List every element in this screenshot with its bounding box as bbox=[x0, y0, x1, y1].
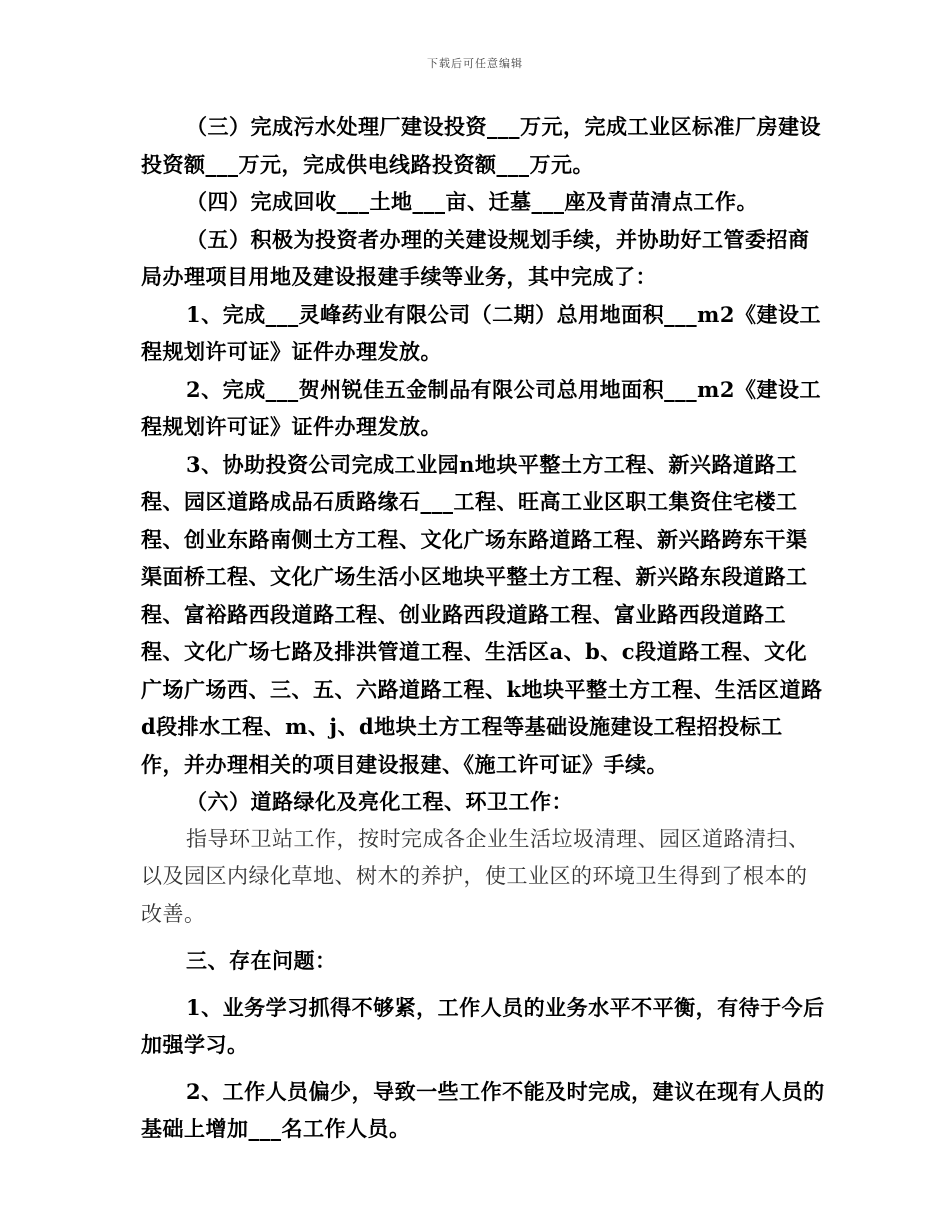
paragraph-greening-heading: （六）道路绿化及亮化工程、环卫工作： bbox=[186, 789, 573, 814]
paragraph-problem-1: 1、业务学习抓得不够紧，工作人员的业务水平不平衡，有待于今后加强学习。 bbox=[141, 994, 825, 1057]
paragraph-item-2: 2、完成___贺州锐佳五金制品有限公司总用地面积___m2《建设工程规划许可证》证件办理发放。 bbox=[141, 376, 821, 439]
paragraph-spacer bbox=[141, 1064, 825, 1073]
paragraph-land-recovery: （四）完成回收___土地___亩、迁墓___座及青苗清点工作。 bbox=[186, 189, 758, 214]
paragraph-spacer bbox=[141, 980, 825, 989]
section-heading-problems: 三、存在问题： bbox=[186, 948, 337, 973]
paragraph-sanitation: 指导环卫站工作，按时完成各企业生活垃圾清理、园区道路清扫、以及园区内绿化草地、树木的养护，使工业区的环境卫生得到了根本的改善。 bbox=[141, 826, 810, 926]
paragraph-item-3: 3、协助投资公司完成工业园n地块平整土方工程、新兴路道路工程、园区道路成品石质路缘石___工程、旺高工业区职工集资住宅楼工程、创业东路南侧土方工程、文化广场东路道路工程、新兴路跨东干渠渠面桥工程、文化广场生活小区地块平整土方工程、新兴路东段道路工程、富裕路西段道路工程、创业路西段道路工程、富业路西段道路工程、文化广场七路及排洪管道工程、生活区a、b、c段道路工程、文化广场广场西、三、五、六路道路工程、k地块平整土方工程、生活区道路d段排水工程、m、j、d地块土方工程等基础设施建设工程招投标工作，并办理相关的项目建设报建、《施工许可证》手续。 bbox=[141, 451, 823, 777]
paragraph-item-1: 1、完成___灵峰药业有限公司（二期）总用地面积___m2《建设工程规划许可证》证件办理发放。 bbox=[141, 301, 821, 364]
paragraph-spacer bbox=[141, 933, 825, 942]
paragraph-investment: （三）完成污水处理厂建设投资___万元，完成工业区标准厂房建设投资额___万元，完成供电线路投资额___万元。 bbox=[141, 114, 821, 177]
paragraph-planning-procedures: （五）积极为投资者办理的关建设规划手续，并协助好工管委招商局办理项目用地及建设报建手续等业务，其中完成了： bbox=[141, 226, 810, 289]
paragraph-problem-2: 2、工作人员偏少，导致一些工作不能及时完成，建议在现有人员的基础上增加___名工作人员。 bbox=[141, 1078, 825, 1141]
document-body bbox=[141, 108, 825, 1148]
header-note: 下载后可任意编辑 bbox=[427, 57, 523, 70]
